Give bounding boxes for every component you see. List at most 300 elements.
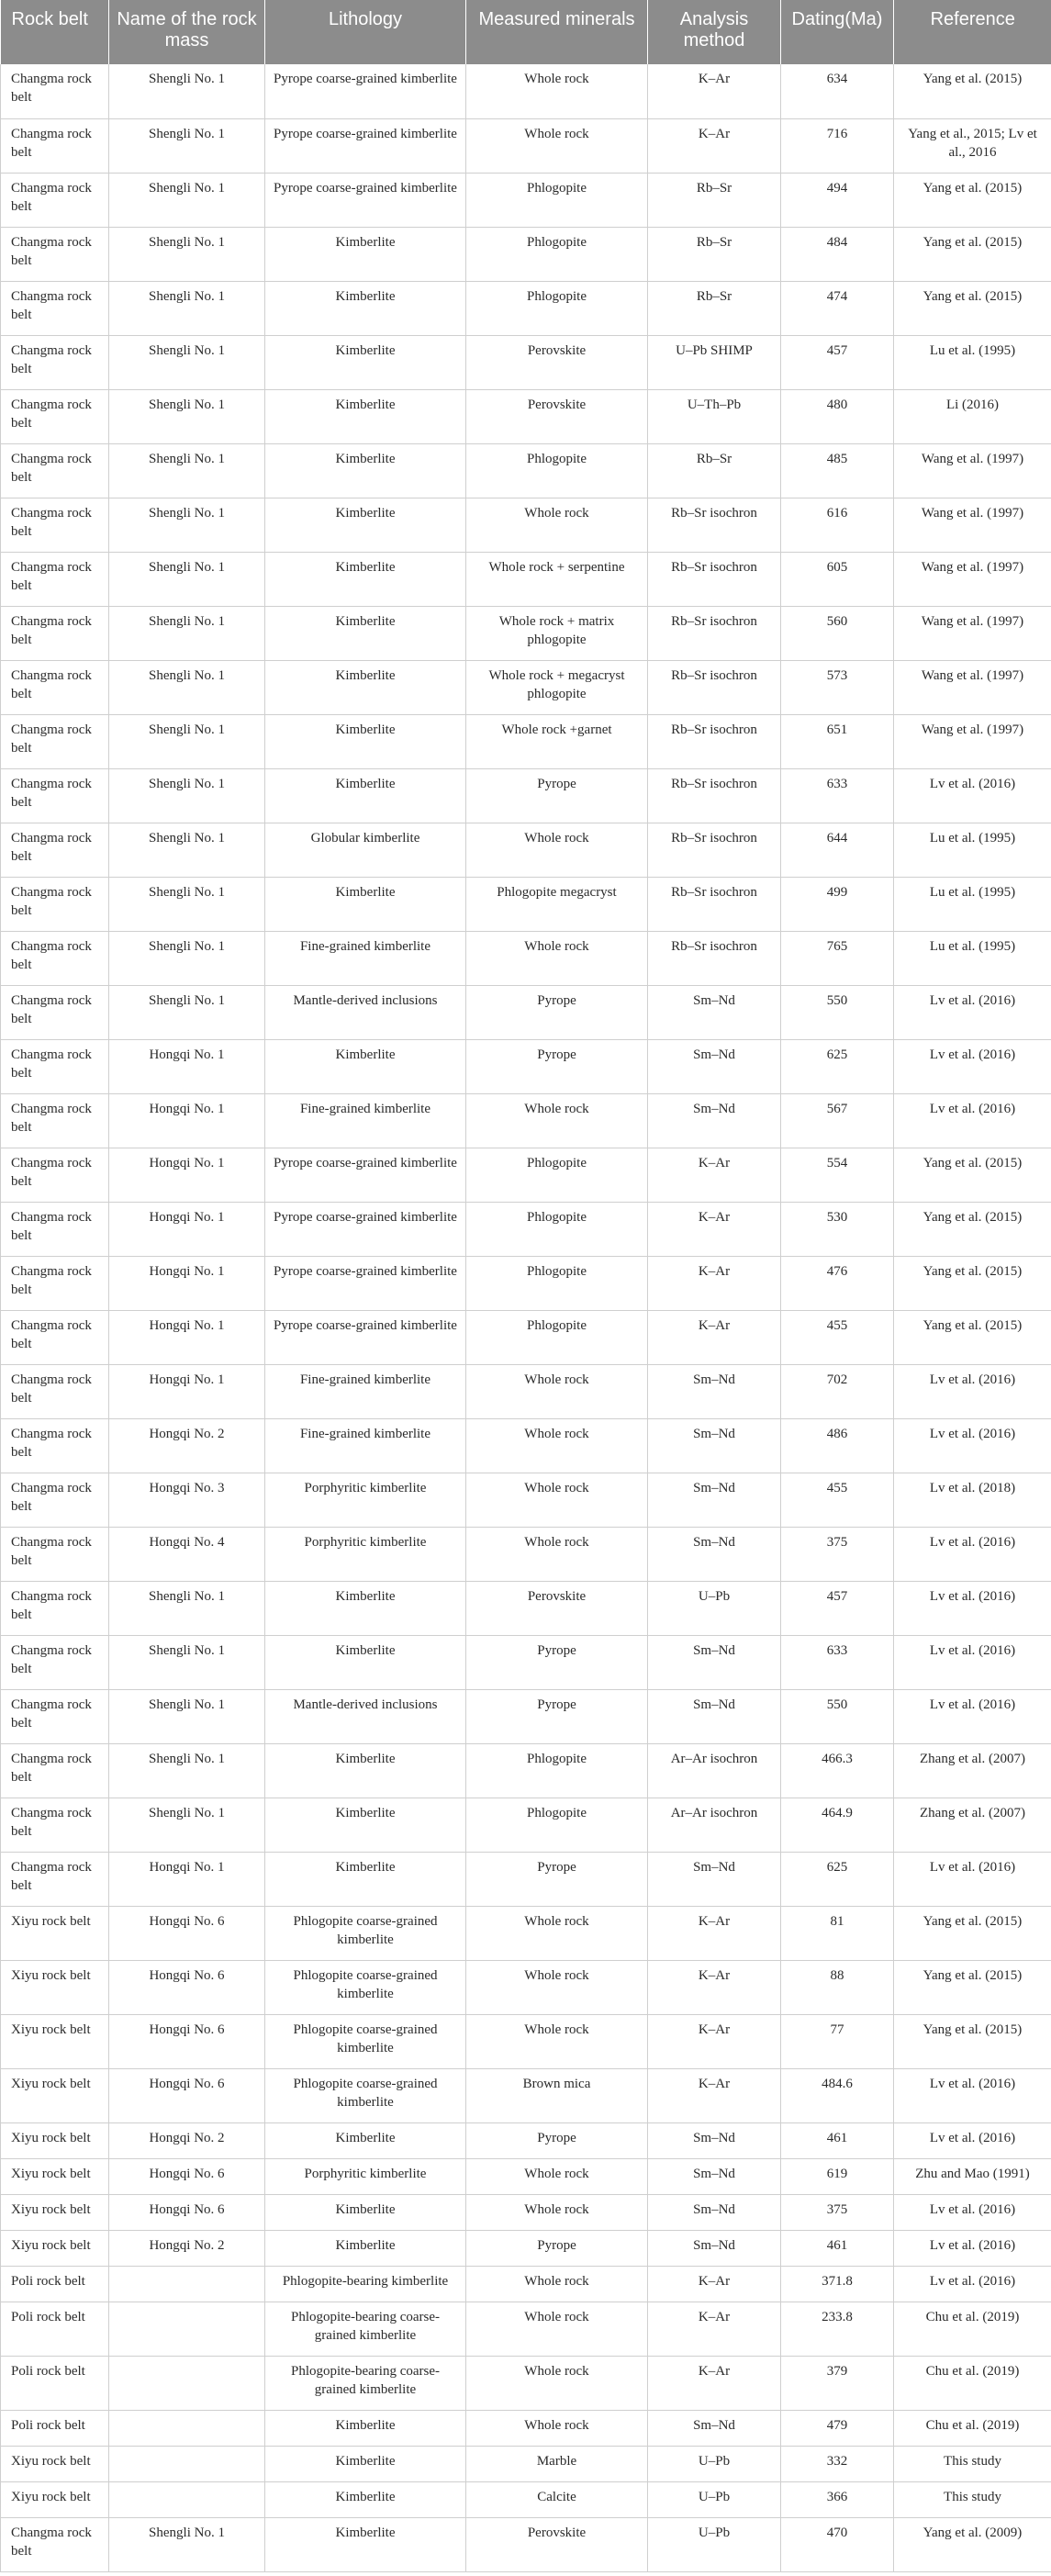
cell-measured-minerals: Calcite: [466, 2481, 648, 2517]
cell-dating: 644: [781, 823, 894, 877]
cell-analysis-method: U–Th–Pb: [648, 389, 781, 443]
cell-rock-mass: Shengli No. 1: [109, 660, 265, 714]
cell-rock-belt: Xiyu rock belt: [1, 2230, 109, 2266]
cell-dating: 476: [781, 1256, 894, 1310]
cell-rock-mass: Shengli No. 1: [109, 443, 265, 498]
table-row: [1, 1418, 1051, 1473]
cell-analysis-method: K–Ar: [648, 1310, 781, 1364]
cell-rock-belt: Changma rock belt: [1, 443, 109, 498]
cell-lithology: Fine-grained kimberlite: [265, 1364, 466, 1418]
cell-rock-belt: Changma rock belt: [1, 1527, 109, 1581]
header-dating: Dating(Ma): [781, 0, 894, 64]
table-row: [1, 2158, 1051, 2194]
cell-reference: Lv et al. (2016): [894, 2068, 1051, 2122]
cell-lithology: Kimberlite: [265, 768, 466, 823]
cell-rock-mass: Shengli No. 1: [109, 1635, 265, 1689]
cell-rock-belt: Xiyu rock belt: [1, 2481, 109, 2517]
cell-reference: Yang et al., 2015; Lv et al., 2016: [894, 118, 1051, 173]
cell-rock-belt: Changma rock belt: [1, 660, 109, 714]
cell-lithology: Phlogopite coarse-grained kimberlite: [265, 2014, 466, 2068]
table-row: [1, 335, 1051, 389]
cell-analysis-method: K–Ar: [648, 1256, 781, 1310]
cell-rock-belt: Changma rock belt: [1, 768, 109, 823]
table-row: [1, 714, 1051, 768]
cell-rock-mass: Shengli No. 1: [109, 823, 265, 877]
cell-dating: 605: [781, 552, 894, 606]
cell-measured-minerals: Perovskite: [466, 335, 648, 389]
cell-reference: Wang et al. (1997): [894, 660, 1051, 714]
header-reference: Reference: [894, 0, 1051, 64]
cell-rock-mass: Hongqi No. 1: [109, 1148, 265, 1202]
table-row: [1, 985, 1051, 1039]
cell-rock-mass: Hongqi No. 1: [109, 1202, 265, 1256]
cell-reference: Lv et al. (2016): [894, 1852, 1051, 1906]
table-row: [1, 1148, 1051, 1202]
cell-rock-belt: Changma rock belt: [1, 1743, 109, 1798]
cell-measured-minerals: Pyrope: [466, 1039, 648, 1093]
cell-analysis-method: Sm–Nd: [648, 2158, 781, 2194]
cell-rock-mass: Shengli No. 1: [109, 498, 265, 552]
table-row: [1, 1093, 1051, 1148]
table-row: [1, 2302, 1051, 2356]
cell-analysis-method: K–Ar: [648, 1906, 781, 1960]
cell-rock-belt: Changma rock belt: [1, 1798, 109, 1852]
table-row: [1, 1689, 1051, 1743]
cell-measured-minerals: Phlogopite: [466, 1148, 648, 1202]
cell-analysis-method: K–Ar: [648, 2356, 781, 2410]
cell-rock-mass: Shengli No. 1: [109, 1689, 265, 1743]
cell-rock-mass: Hongqi No. 6: [109, 2068, 265, 2122]
cell-analysis-method: Sm–Nd: [648, 1852, 781, 1906]
table-row: [1, 498, 1051, 552]
cell-rock-belt: Xiyu rock belt: [1, 1960, 109, 2014]
cell-reference: Lu et al. (1995): [894, 877, 1051, 931]
cell-dating: 474: [781, 281, 894, 335]
cell-rock-mass: Hongqi No. 2: [109, 2230, 265, 2266]
cell-dating: 461: [781, 2230, 894, 2266]
cell-rock-mass: Hongqi No. 1: [109, 1364, 265, 1418]
cell-lithology: Kimberlite: [265, 2122, 466, 2158]
header-measured-minerals: Measured minerals: [466, 0, 648, 64]
cell-rock-belt: Changma rock belt: [1, 1039, 109, 1093]
cell-lithology: Kimberlite: [265, 1581, 466, 1635]
cell-measured-minerals: Phlogopite: [466, 1743, 648, 1798]
cell-analysis-method: Sm–Nd: [648, 1418, 781, 1473]
cell-rock-belt: Changma rock belt: [1, 2517, 109, 2571]
cell-rock-belt: Changma rock belt: [1, 1364, 109, 1418]
cell-rock-belt: Poli rock belt: [1, 2302, 109, 2356]
cell-lithology: Porphyritic kimberlite: [265, 1527, 466, 1581]
cell-analysis-method: Rb–Sr isochron: [648, 877, 781, 931]
cell-rock-mass: Shengli No. 1: [109, 606, 265, 660]
cell-analysis-method: Rb–Sr isochron: [648, 931, 781, 985]
cell-rock-mass: Hongqi No. 2: [109, 1418, 265, 1473]
cell-measured-minerals: Whole rock: [466, 2356, 648, 2410]
cell-rock-belt: Changma rock belt: [1, 1473, 109, 1527]
cell-rock-mass: Shengli No. 1: [109, 118, 265, 173]
cell-rock-belt: Changma rock belt: [1, 1093, 109, 1148]
cell-dating: 554: [781, 1148, 894, 1202]
table-row: [1, 1798, 1051, 1852]
cell-reference: Yang et al. (2009): [894, 2517, 1051, 2571]
cell-dating: 484.6: [781, 2068, 894, 2122]
table-row: [1, 2356, 1051, 2410]
cell-analysis-method: Sm–Nd: [648, 2194, 781, 2230]
cell-dating: 464.9: [781, 1798, 894, 1852]
cell-dating: 716: [781, 118, 894, 173]
cell-lithology: Mantle-derived inclusions: [265, 1689, 466, 1743]
cell-lithology: Phlogopite-bearing coarse-grained kimberlite: [265, 2302, 466, 2356]
cell-rock-mass: Shengli No. 1: [109, 281, 265, 335]
table-row: [1, 1039, 1051, 1093]
cell-rock-belt: Changma rock belt: [1, 389, 109, 443]
cell-measured-minerals: Whole rock: [466, 1418, 648, 1473]
cell-rock-mass: Hongqi No. 3: [109, 1473, 265, 1527]
cell-lithology: Pyrope coarse-grained kimberlite: [265, 118, 466, 173]
cell-analysis-method: K–Ar: [648, 2068, 781, 2122]
cell-analysis-method: Rb–Sr isochron: [648, 552, 781, 606]
cell-reference: Yang et al. (2015): [894, 1202, 1051, 1256]
cell-lithology: Porphyritic kimberlite: [265, 1473, 466, 1527]
cell-rock-belt: Xiyu rock belt: [1, 2122, 109, 2158]
cell-rock-belt: Changma rock belt: [1, 1852, 109, 1906]
cell-reference: Lv et al. (2016): [894, 1418, 1051, 1473]
cell-analysis-method: U–Pb: [648, 2517, 781, 2571]
table-row: [1, 1473, 1051, 1527]
cell-rock-mass: Hongqi No. 6: [109, 1960, 265, 2014]
table-header: [1, 0, 1051, 64]
cell-dating: 88: [781, 1960, 894, 2014]
cell-rock-mass: Hongqi No. 1: [109, 1852, 265, 1906]
cell-dating: 560: [781, 606, 894, 660]
cell-rock-belt: Changma rock belt: [1, 335, 109, 389]
cell-rock-mass: [109, 2410, 265, 2446]
cell-dating: 455: [781, 1310, 894, 1364]
cell-lithology: Mantle-derived inclusions: [265, 985, 466, 1039]
cell-measured-minerals: Phlogopite: [466, 281, 648, 335]
table-row: [1, 64, 1051, 118]
table-row: [1, 2068, 1051, 2122]
cell-reference: Zhu and Mao (1991): [894, 2158, 1051, 2194]
cell-reference: Wang et al. (1997): [894, 498, 1051, 552]
cell-dating: 616: [781, 498, 894, 552]
cell-dating: 461: [781, 2122, 894, 2158]
cell-lithology: Pyrope coarse-grained kimberlite: [265, 1256, 466, 1310]
cell-lithology: Kimberlite: [265, 2194, 466, 2230]
cell-reference: Yang et al. (2015): [894, 1256, 1051, 1310]
cell-lithology: Kimberlite: [265, 1743, 466, 1798]
table-row: [1, 2230, 1051, 2266]
cell-rock-mass: Hongqi No. 1: [109, 1093, 265, 1148]
cell-measured-minerals: Pyrope: [466, 1852, 648, 1906]
cell-dating: 457: [781, 335, 894, 389]
cell-reference: Lv et al. (2016): [894, 2122, 1051, 2158]
cell-rock-mass: Hongqi No. 1: [109, 1039, 265, 1093]
cell-rock-belt: Changma rock belt: [1, 931, 109, 985]
header-analysis-method: Analysis method: [648, 0, 781, 64]
cell-dating: 625: [781, 1039, 894, 1093]
cell-lithology: Globular kimberlite: [265, 823, 466, 877]
cell-measured-minerals: Whole rock + matrix phlogopite: [466, 606, 648, 660]
table-row: [1, 2410, 1051, 2446]
table-row: [1, 931, 1051, 985]
cell-lithology: Kimberlite: [265, 606, 466, 660]
cell-dating: 484: [781, 227, 894, 281]
cell-rock-belt: Poli rock belt: [1, 2356, 109, 2410]
cell-dating: 332: [781, 2446, 894, 2481]
cell-measured-minerals: Phlogopite: [466, 173, 648, 227]
cell-dating: 379: [781, 2356, 894, 2410]
cell-analysis-method: U–Pb: [648, 1581, 781, 1635]
table-row: [1, 1852, 1051, 1906]
cell-analysis-method: Rb–Sr: [648, 173, 781, 227]
cell-analysis-method: K–Ar: [648, 2302, 781, 2356]
cell-lithology: Kimberlite: [265, 389, 466, 443]
cell-reference: This study: [894, 2446, 1051, 2481]
cell-dating: 567: [781, 1093, 894, 1148]
cell-lithology: Kimberlite: [265, 281, 466, 335]
cell-rock-mass: Shengli No. 1: [109, 714, 265, 768]
cell-dating: 765: [781, 931, 894, 985]
cell-rock-mass: Shengli No. 1: [109, 985, 265, 1039]
cell-rock-mass: Hongqi No. 6: [109, 2194, 265, 2230]
cell-rock-mass: Hongqi No. 6: [109, 2158, 265, 2194]
cell-rock-mass: Shengli No. 1: [109, 1798, 265, 1852]
cell-measured-minerals: Pyrope: [466, 768, 648, 823]
cell-dating: 479: [781, 2410, 894, 2446]
cell-measured-minerals: Marble: [466, 2446, 648, 2481]
cell-reference: Lv et al. (2016): [894, 2266, 1051, 2302]
cell-dating: 466.3: [781, 1743, 894, 1798]
table-row: [1, 2517, 1051, 2571]
cell-rock-belt: Changma rock belt: [1, 64, 109, 118]
cell-reference: Lv et al. (2016): [894, 1364, 1051, 1418]
cell-dating: 486: [781, 1418, 894, 1473]
cell-rock-belt: Changma rock belt: [1, 1310, 109, 1364]
cell-reference: Yang et al. (2015): [894, 2014, 1051, 2068]
cell-analysis-method: K–Ar: [648, 2014, 781, 2068]
cell-analysis-method: U–Pb: [648, 2481, 781, 2517]
cell-lithology: Kimberlite: [265, 660, 466, 714]
table-row: [1, 2122, 1051, 2158]
cell-measured-minerals: Whole rock: [466, 1473, 648, 1527]
cell-reference: Zhang et al. (2007): [894, 1798, 1051, 1852]
cell-rock-belt: Xiyu rock belt: [1, 1906, 109, 1960]
cell-reference: Yang et al. (2015): [894, 1310, 1051, 1364]
cell-reference: Wang et al. (1997): [894, 606, 1051, 660]
cell-analysis-method: Rb–Sr isochron: [648, 660, 781, 714]
cell-rock-mass: Shengli No. 1: [109, 64, 265, 118]
cell-rock-belt: Xiyu rock belt: [1, 2068, 109, 2122]
cell-rock-belt: Changma rock belt: [1, 877, 109, 931]
cell-lithology: Porphyritic kimberlite: [265, 2158, 466, 2194]
cell-dating: 485: [781, 443, 894, 498]
cell-reference: Lv et al. (2016): [894, 768, 1051, 823]
cell-measured-minerals: Phlogopite: [466, 1202, 648, 1256]
cell-reference: Lu et al. (1995): [894, 335, 1051, 389]
cell-lithology: Kimberlite: [265, 1852, 466, 1906]
cell-dating: 625: [781, 1852, 894, 1906]
cell-rock-mass: Hongqi No. 6: [109, 1906, 265, 1960]
cell-dating: 499: [781, 877, 894, 931]
cell-measured-minerals: Whole rock: [466, 118, 648, 173]
cell-measured-minerals: Whole rock: [466, 1960, 648, 2014]
cell-rock-mass: Shengli No. 1: [109, 931, 265, 985]
cell-analysis-method: K–Ar: [648, 118, 781, 173]
cell-reference: Li (2016): [894, 389, 1051, 443]
cell-analysis-method: K–Ar: [648, 2266, 781, 2302]
cell-reference: Chu et al. (2019): [894, 2302, 1051, 2356]
cell-dating: 77: [781, 2014, 894, 2068]
cell-rock-mass: [109, 2446, 265, 2481]
cell-analysis-method: Rb–Sr: [648, 227, 781, 281]
table-row: [1, 606, 1051, 660]
cell-reference: Lv et al. (2016): [894, 1581, 1051, 1635]
cell-lithology: Kimberlite: [265, 877, 466, 931]
cell-dating: 619: [781, 2158, 894, 2194]
cell-rock-mass: Shengli No. 1: [109, 227, 265, 281]
cell-analysis-method: Rb–Sr isochron: [648, 714, 781, 768]
cell-measured-minerals: Perovskite: [466, 389, 648, 443]
cell-rock-belt: Changma rock belt: [1, 227, 109, 281]
cell-rock-belt: Changma rock belt: [1, 606, 109, 660]
cell-dating: 550: [781, 985, 894, 1039]
cell-rock-mass: Hongqi No. 1: [109, 1310, 265, 1364]
cell-measured-minerals: Whole rock: [466, 1093, 648, 1148]
cell-analysis-method: K–Ar: [648, 1202, 781, 1256]
cell-dating: 702: [781, 1364, 894, 1418]
cell-lithology: Kimberlite: [265, 498, 466, 552]
cell-lithology: Kimberlite: [265, 2410, 466, 2446]
cell-dating: 651: [781, 714, 894, 768]
cell-lithology: Pyrope coarse-grained kimberlite: [265, 173, 466, 227]
cell-analysis-method: Sm–Nd: [648, 1364, 781, 1418]
cell-reference: Lv et al. (2016): [894, 1527, 1051, 1581]
cell-dating: 371.8: [781, 2266, 894, 2302]
table-body: [1, 64, 1051, 2571]
cell-rock-belt: Changma rock belt: [1, 1581, 109, 1635]
cell-rock-mass: [109, 2481, 265, 2517]
cell-measured-minerals: Phlogopite: [466, 1798, 648, 1852]
table-row: [1, 1202, 1051, 1256]
cell-measured-minerals: Whole rock: [466, 1527, 648, 1581]
cell-rock-belt: Changma rock belt: [1, 1148, 109, 1202]
cell-rock-belt: Changma rock belt: [1, 1689, 109, 1743]
cell-reference: Yang et al. (2015): [894, 1906, 1051, 1960]
cell-measured-minerals: Whole rock: [466, 2194, 648, 2230]
cell-lithology: Phlogopite-bearing kimberlite: [265, 2266, 466, 2302]
cell-measured-minerals: Whole rock: [466, 2158, 648, 2194]
cell-lithology: Pyrope coarse-grained kimberlite: [265, 1202, 466, 1256]
cell-rock-mass: [109, 2266, 265, 2302]
table-row: [1, 1256, 1051, 1310]
cell-measured-minerals: Whole rock: [466, 64, 648, 118]
cell-rock-mass: Shengli No. 1: [109, 1581, 265, 1635]
cell-measured-minerals: Whole rock: [466, 1364, 648, 1418]
cell-dating: 634: [781, 64, 894, 118]
cell-analysis-method: Sm–Nd: [648, 1473, 781, 1527]
table-row: [1, 768, 1051, 823]
cell-measured-minerals: Whole rock: [466, 498, 648, 552]
cell-reference: Yang et al. (2015): [894, 173, 1051, 227]
cell-measured-minerals: Phlogopite: [466, 1256, 648, 1310]
cell-dating: 470: [781, 2517, 894, 2571]
cell-measured-minerals: Perovskite: [466, 2517, 648, 2571]
cell-measured-minerals: Brown mica: [466, 2068, 648, 2122]
cell-reference: Lu et al. (1995): [894, 931, 1051, 985]
cell-lithology: Kimberlite: [265, 1039, 466, 1093]
cell-lithology: Fine-grained kimberlite: [265, 931, 466, 985]
cell-analysis-method: Sm–Nd: [648, 1093, 781, 1148]
cell-lithology: Kimberlite: [265, 552, 466, 606]
cell-lithology: Kimberlite: [265, 714, 466, 768]
cell-dating: 480: [781, 389, 894, 443]
cell-rock-belt: Changma rock belt: [1, 118, 109, 173]
cell-measured-minerals: Whole rock: [466, 931, 648, 985]
cell-lithology: Kimberlite: [265, 2230, 466, 2266]
table-row: [1, 1906, 1051, 1960]
cell-reference: Lu et al. (1995): [894, 823, 1051, 877]
cell-lithology: Kimberlite: [265, 2446, 466, 2481]
cell-measured-minerals: Pyrope: [466, 985, 648, 1039]
cell-analysis-method: Rb–Sr: [648, 281, 781, 335]
table-row: [1, 552, 1051, 606]
cell-rock-belt: Changma rock belt: [1, 1256, 109, 1310]
cell-lithology: Pyrope coarse-grained kimberlite: [265, 1310, 466, 1364]
cell-reference: Zhang et al. (2007): [894, 1743, 1051, 1798]
cell-rock-belt: Changma rock belt: [1, 1635, 109, 1689]
cell-measured-minerals: Whole rock: [466, 2266, 648, 2302]
header-rock-mass: Name of the rock mass: [109, 0, 265, 64]
table-row: [1, 660, 1051, 714]
cell-rock-belt: Changma rock belt: [1, 985, 109, 1039]
cell-reference: Lv et al. (2016): [894, 985, 1051, 1039]
table-row: [1, 1960, 1051, 2014]
cell-measured-minerals: Whole rock +garnet: [466, 714, 648, 768]
cell-rock-mass: Hongqi No. 2: [109, 2122, 265, 2158]
cell-rock-belt: Xiyu rock belt: [1, 2158, 109, 2194]
table-row: [1, 1743, 1051, 1798]
cell-rock-belt: Poli rock belt: [1, 2410, 109, 2446]
table-row: [1, 877, 1051, 931]
cell-rock-mass: Hongqi No. 4: [109, 1527, 265, 1581]
cell-analysis-method: U–Pb: [648, 2446, 781, 2481]
cell-reference: Wang et al. (1997): [894, 552, 1051, 606]
table-row: [1, 823, 1051, 877]
cell-rock-belt: Xiyu rock belt: [1, 2194, 109, 2230]
cell-measured-minerals: Whole rock: [466, 2302, 648, 2356]
cell-analysis-method: K–Ar: [648, 64, 781, 118]
cell-analysis-method: Sm–Nd: [648, 1527, 781, 1581]
cell-lithology: Phlogopite coarse-grained kimberlite: [265, 2068, 466, 2122]
header-row: [1, 0, 1051, 64]
cell-analysis-method: Sm–Nd: [648, 1039, 781, 1093]
cell-dating: 375: [781, 2194, 894, 2230]
cell-measured-minerals: Phlogopite: [466, 443, 648, 498]
cell-measured-minerals: Whole rock: [466, 1906, 648, 1960]
cell-analysis-method: Sm–Nd: [648, 2410, 781, 2446]
cell-rock-belt: Xiyu rock belt: [1, 2446, 109, 2481]
cell-dating: 573: [781, 660, 894, 714]
header-rock-belt: Rock belt: [1, 0, 109, 64]
cell-dating: 366: [781, 2481, 894, 2517]
cell-analysis-method: Rb–Sr isochron: [648, 823, 781, 877]
cell-dating: 550: [781, 1689, 894, 1743]
cell-rock-mass: Shengli No. 1: [109, 2517, 265, 2571]
cell-rock-mass: Hongqi No. 1: [109, 1256, 265, 1310]
cell-rock-belt: Changma rock belt: [1, 281, 109, 335]
cell-analysis-method: Sm–Nd: [648, 985, 781, 1039]
